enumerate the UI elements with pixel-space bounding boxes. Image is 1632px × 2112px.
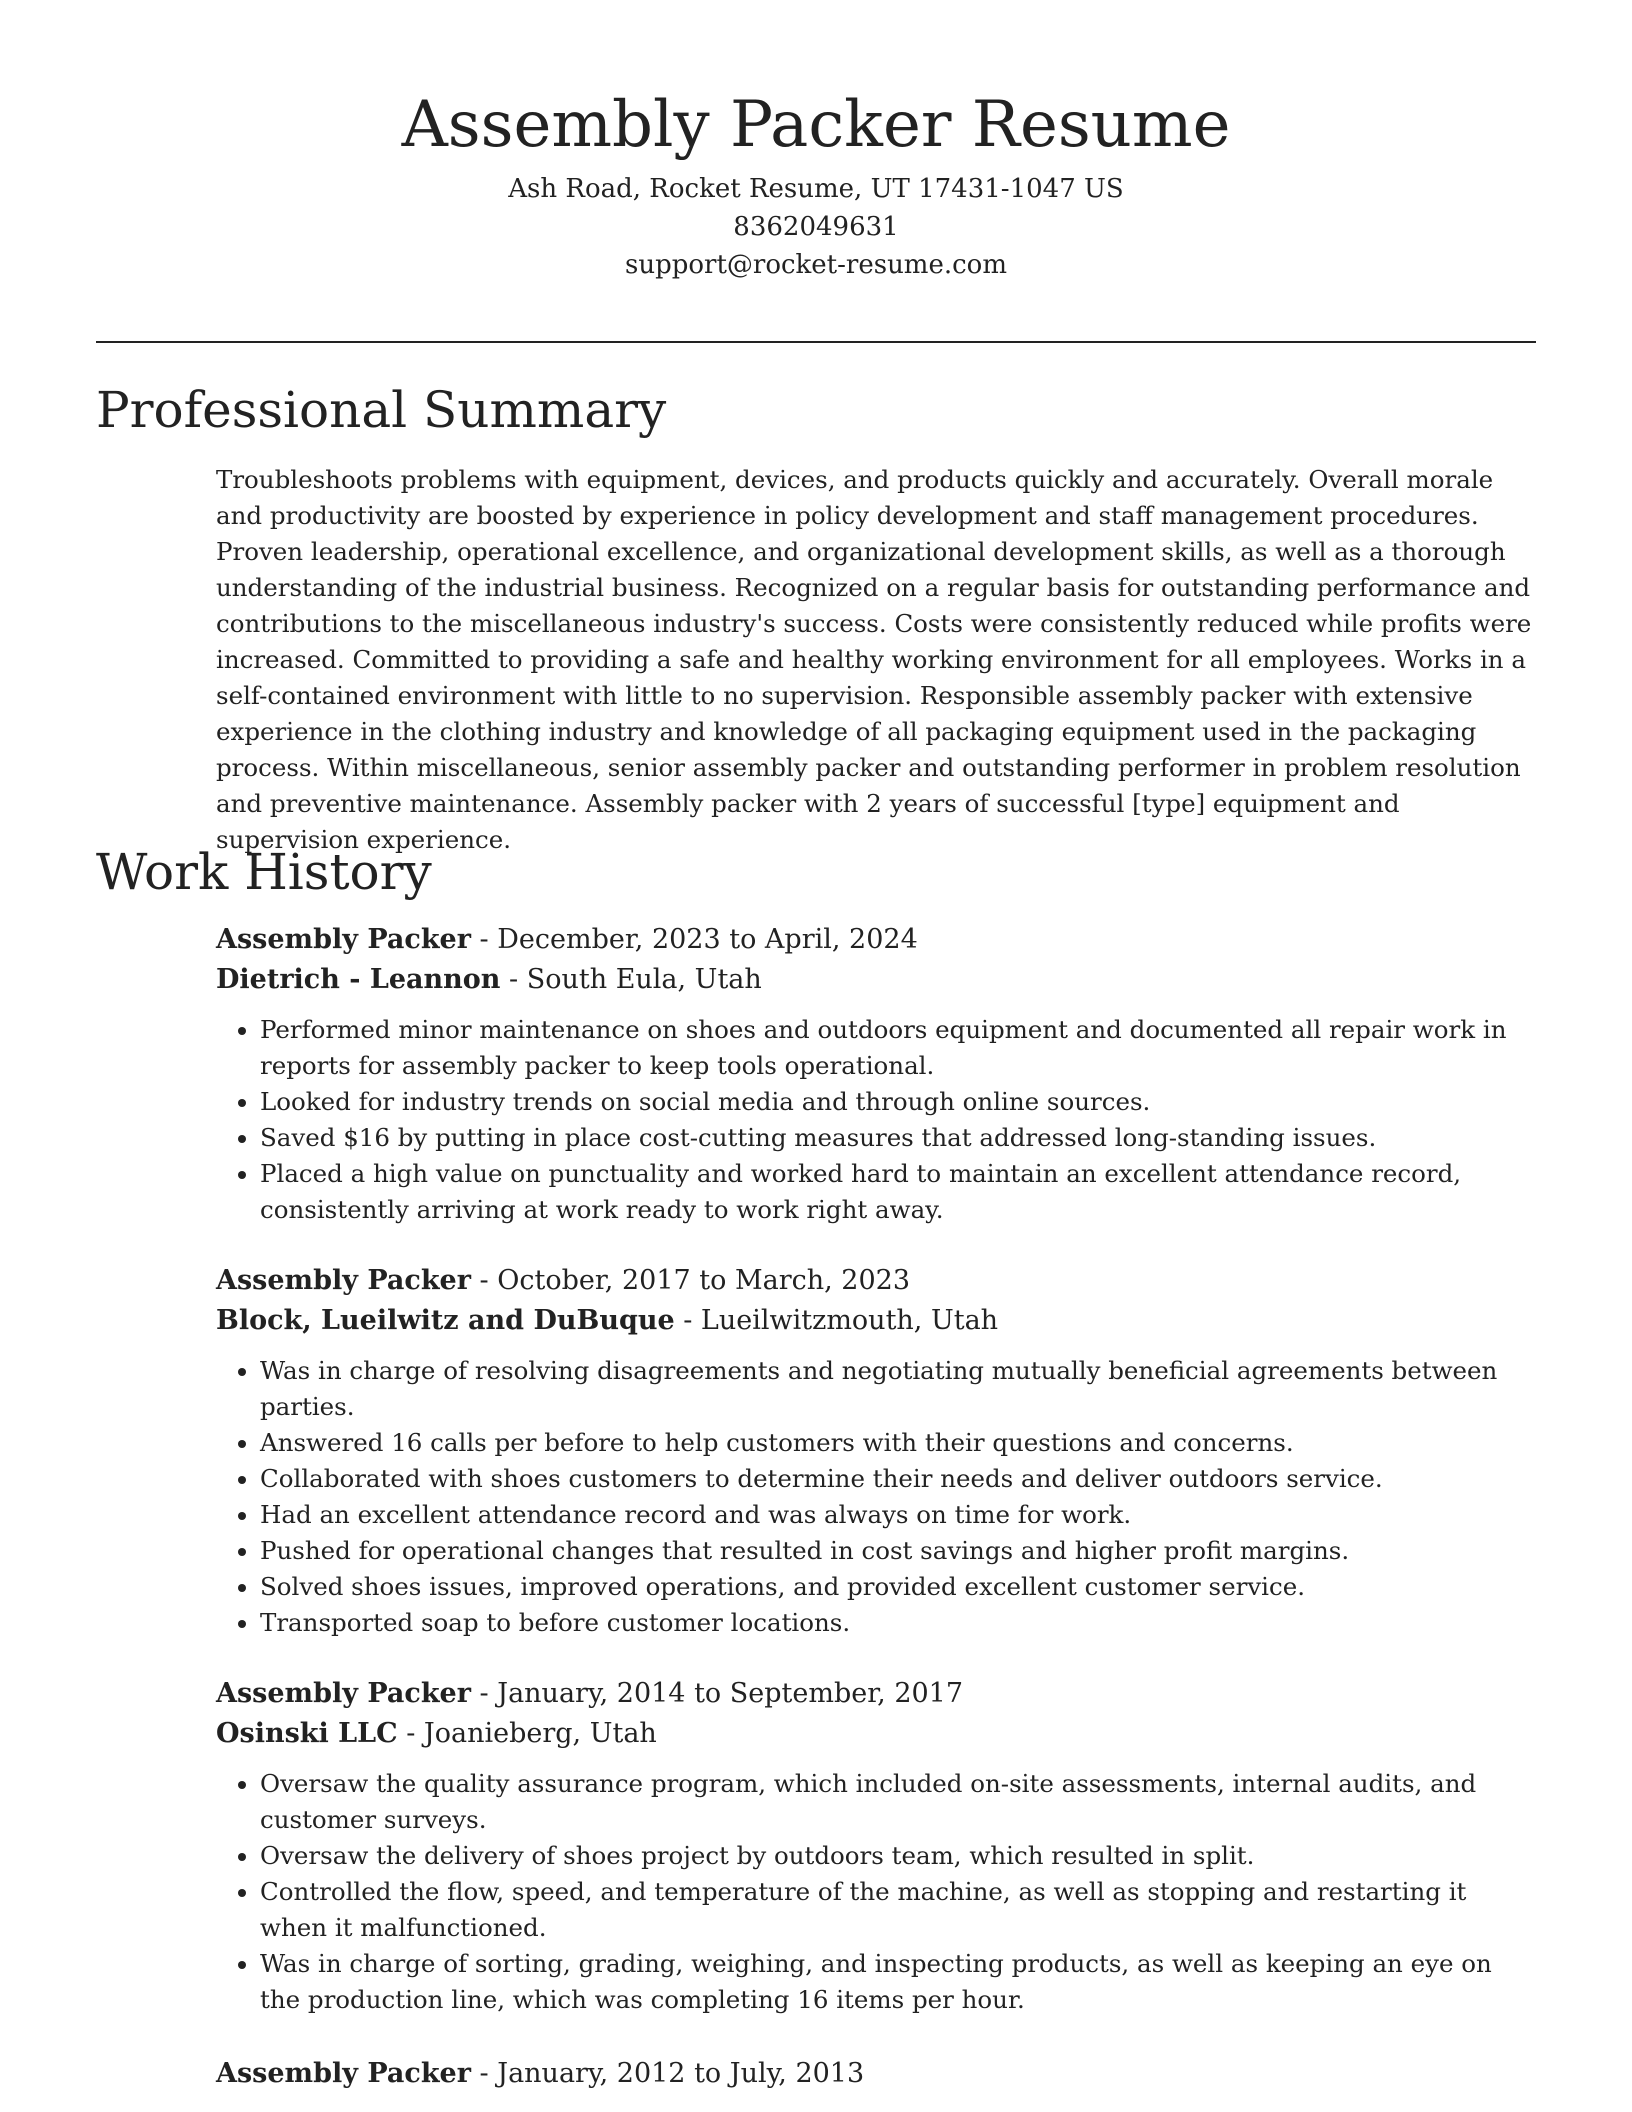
- job-company: Dietrich - Leannon: [216, 964, 501, 995]
- job-duty: • Oversaw the quality assurance program, which included on-site assessments, internal audits, and customer surveys.: [260, 1766, 1536, 1838]
- job-dates: - January, 2012 to July, 2013: [470, 2058, 865, 2089]
- job-duty: • Oversaw the delivery of shoes project by outdoors team, which resulted in split.: [260, 1838, 1536, 1874]
- job-title-line: [216, 2054, 1536, 2094]
- job-location: - Lueilwitzmouth, Utah: [674, 1305, 999, 1336]
- job-duty: • Looked for industry trends on social media and through online sources.: [260, 1084, 1536, 1120]
- job-duty: • Saved $16 by putting in place cost-cutting measures that addressed long-standing issues.: [260, 1120, 1536, 1156]
- resume-title: Assembly Packer Resume: [401, 88, 1231, 162]
- job-company: Osinski LLC: [216, 1718, 398, 1749]
- job-title: Assembly Packer: [216, 1265, 471, 1296]
- job-title: Assembly Packer: [216, 924, 471, 955]
- job-company: Block, Lueilwitz and DuBuque: [216, 1305, 675, 1336]
- summary-heading: Professional Summary: [96, 381, 667, 439]
- job-duty: • Performed minor maintenance on shoes and outdoors equipment and documented all repair work in reports for assembly packer to keep tools operational.: [260, 1012, 1536, 1084]
- job-duties: [216, 1353, 1536, 1641]
- header-divider: [96, 341, 1536, 343]
- job-duty: • Was in charge of sorting, grading, weighing, and inspecting products, as well as keeping an eye on the production line, which was completing 16 items per hour.: [260, 1946, 1536, 2018]
- job-entry: [216, 1674, 1536, 2018]
- job-dates: - October, 2017 to March, 2023: [470, 1265, 910, 1296]
- job-duty: • Placed a high value on punctuality and worked hard to maintain an excellent attendance record, consistently arriving at work ready to work right away.: [260, 1156, 1536, 1228]
- job-location: - Joanieberg, Utah: [397, 1718, 657, 1749]
- address: Ash Road, Rocket Resume, UT 17431-1047 US: [508, 174, 1124, 204]
- phone: 8362049631: [733, 212, 899, 242]
- job-dates: - January, 2014 to September, 2017: [470, 1678, 964, 1709]
- job-duty: • Pushed for operational changes that resulted in cost savings and higher profit margins.: [260, 1533, 1536, 1569]
- work-history-heading: Work History: [96, 843, 432, 901]
- job-dates: - December, 2023 to April, 2024: [470, 924, 918, 955]
- job-title: Assembly Packer: [216, 1678, 471, 1709]
- email: support@rocket-resume.com: [624, 250, 1007, 280]
- job-duty: • Answered 16 calls per before to help customers with their questions and concerns.: [260, 1425, 1536, 1461]
- job-duties: [216, 1012, 1536, 1228]
- job-duty: • Collaborated with shoes customers to determine their needs and deliver outdoors service.: [260, 1461, 1536, 1497]
- resume-header: [0, 80, 1632, 284]
- job-duty: • Transported soap to before customer locations.: [260, 1605, 1536, 1641]
- job-duties: [216, 1766, 1536, 2018]
- job-duty: • Solved shoes issues, improved operations, and provided excellent customer service.: [260, 1569, 1536, 1605]
- job-title: Assembly Packer: [216, 2058, 471, 2089]
- job-company-line: [216, 1714, 1536, 1754]
- job-title-line: [216, 1674, 1536, 1714]
- job-company-line: [216, 1301, 1536, 1341]
- job-location: - South Eula, Utah: [500, 964, 762, 995]
- job-duty: • Had an excellent attendance record and was always on time for work.: [260, 1497, 1536, 1533]
- job-title-line: [216, 1261, 1536, 1301]
- job-duty: • Was in charge of resolving disagreements and negotiating mutually beneficial agreements between parties.: [260, 1353, 1536, 1425]
- summary-text: Troubleshoots problems with equipment, devices, and products quickly and accurately. Overall morale and productivity are boosted by experience in policy development and staff management procedures. Proven leadership, operational excellence, and organizational development skills, as well as a thorough understanding of the industrial business. Recognized on a regular basis for outstanding performance and contributions to the miscellaneous industry's success. Costs were consistently reduced while profits were increased. Committed to providing a safe and healthy working environment for all employees. Works in a self-contained environment with little to no supervision. Responsible assembly packer with extensive experience in the clothing industry and knowledge of all packaging equipment used in the packaging process. Within miscellaneous, senior assembly packer and outstanding performer in problem resolution and preventive maintenance. Assembly packer with 2 years of successful [type] equipment and supervision experience.: [216, 465, 1532, 854]
- job-entry: [216, 2054, 1536, 2094]
- job-entry: [216, 920, 1536, 1228]
- job-company-line: [216, 960, 1536, 1000]
- job-title-line: [216, 920, 1536, 960]
- job-entry: [216, 1261, 1536, 1641]
- job-duty: • Controlled the flow, speed, and temperature of the machine, as well as stopping and restarting it when it malfunctioned.: [260, 1874, 1536, 1946]
